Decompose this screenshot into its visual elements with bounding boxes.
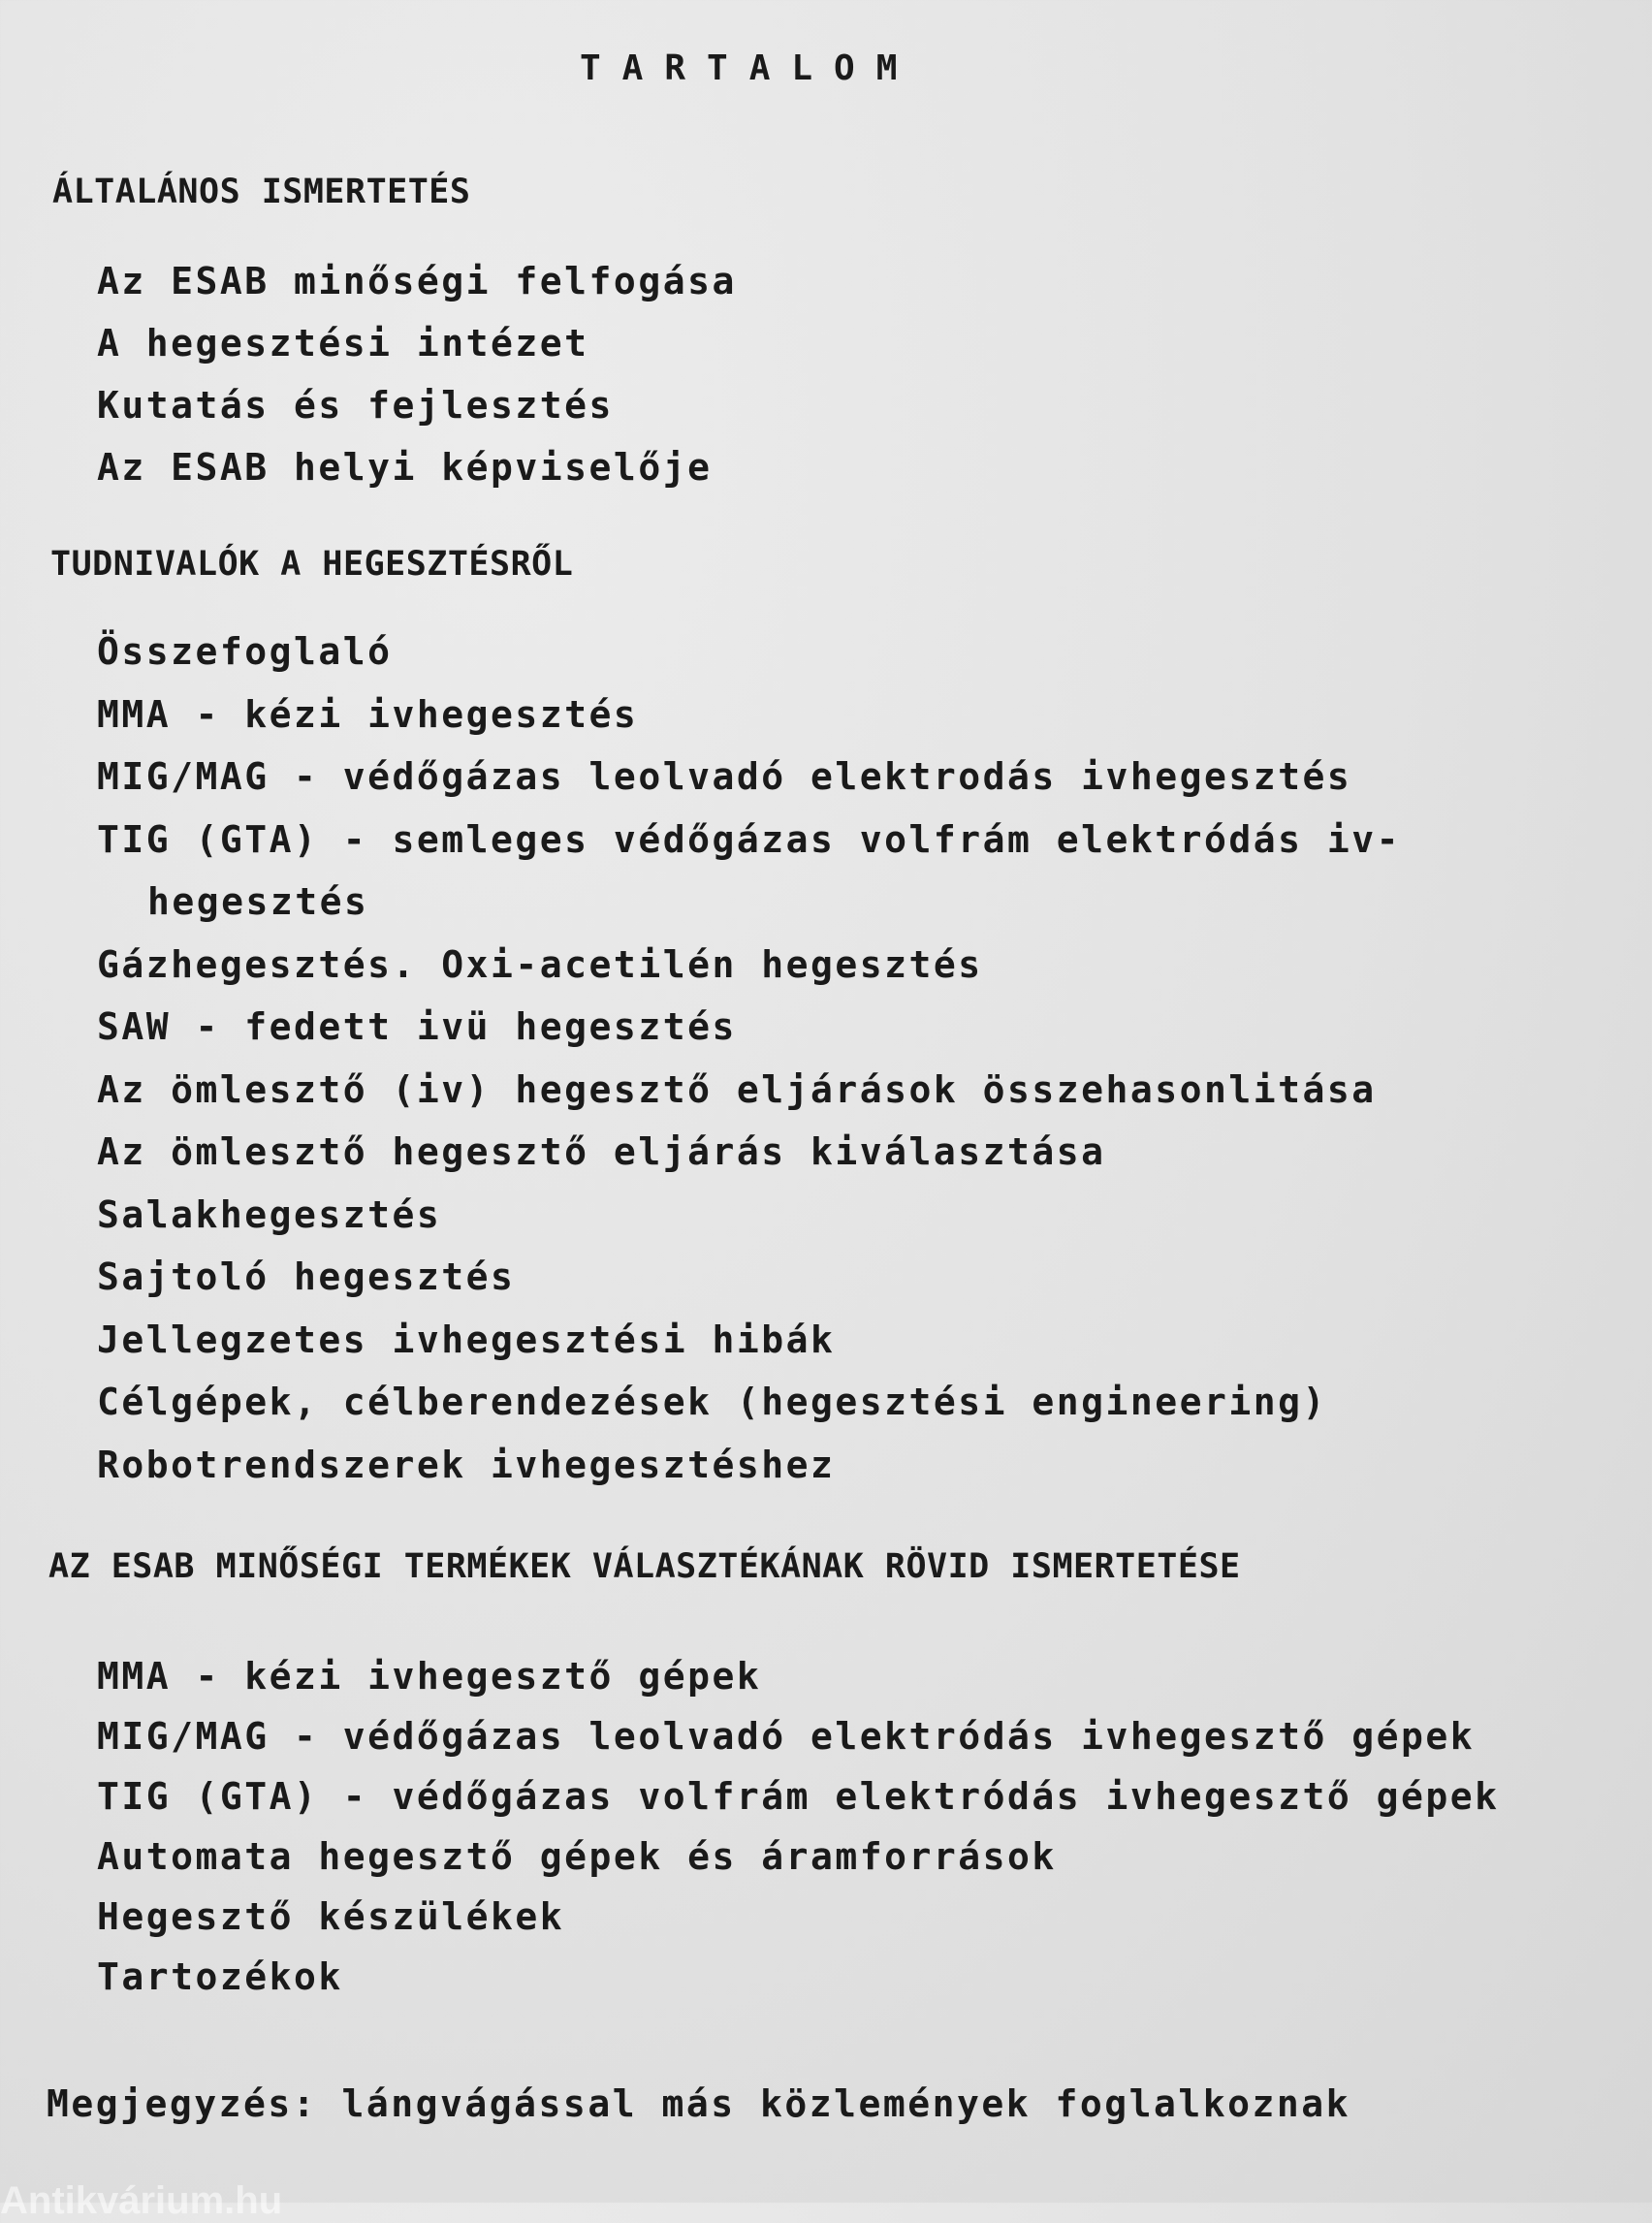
- section-list-welding-info: [97, 620, 1401, 1496]
- toc-item: Célgépek, célberendezések (hegesztési engineering): [97, 1381, 1327, 1423]
- toc-item: MIG/MAG - védőgázas leolvadó elektródás ivhegesztő gépek: [97, 1715, 1476, 1758]
- toc-item: Kutatás és fejlesztés: [97, 384, 614, 427]
- toc-item: Gázhegesztés. Oxi-acetilén hegesztés: [97, 942, 983, 986]
- toc-item: Hegesztő készülékek: [97, 1895, 565, 1938]
- toc-item: Jellegzetes ivhegesztési hibák: [97, 1318, 836, 1361]
- toc-item: Salakhegesztés: [97, 1192, 442, 1236]
- toc-item: Összefoglaló: [97, 630, 393, 673]
- toc-item: Tartozékok: [97, 1955, 343, 1998]
- toc-item: Az ESAB helyi képviselője: [97, 446, 713, 489]
- section-heading-general: ÁLTALÁNOS ISMERTETÉS: [52, 173, 471, 211]
- toc-item: Az ömlesztő hegesztő eljárás kiválasztása: [97, 1130, 1106, 1173]
- toc-item: MIG/MAG - védőgázas leolvadó elektrodás ivhegesztés: [97, 755, 1352, 798]
- toc-item: Az ömlesztő (iv) hegesztő eljárások összehasonlitása: [97, 1067, 1377, 1111]
- toc-item: TIG (GTA) - semleges védőgázas volfrám elektródás iv-: [97, 817, 1402, 861]
- watermark: Antikvárium.hu: [0, 2179, 283, 2222]
- footnote: Megjegyzés: lángvágással más közlemények foglalkoznak: [47, 2082, 1351, 2125]
- toc-item: Automata hegesztő gépek és áramforrások: [97, 1835, 1057, 1878]
- section-heading-welding-info: TUDNIVALÓK A HEGESZTÉSRŐL: [50, 545, 574, 584]
- section-list-general: [97, 250, 737, 498]
- toc-item: SAW - fedett ivü hegesztés: [97, 1005, 737, 1048]
- toc-item-continuation: hegesztés: [147, 880, 369, 923]
- toc-item: A hegesztési intézet: [97, 322, 589, 365]
- toc-item: MMA - kézi ivhegesztés: [97, 692, 639, 736]
- section-list-products: [97, 1646, 1500, 2007]
- page-title: TARTALOM: [580, 48, 919, 88]
- toc-item: Sajtoló hegesztés: [97, 1255, 516, 1298]
- section-heading-products: AZ ESAB MINŐSÉGI TERMÉKEK VÁLASZTÉKÁNAK RÖVID ISMERTETÉSE: [48, 1547, 1241, 1586]
- toc-item: Az ESAB minőségi felfogása: [97, 260, 737, 302]
- toc-item: TIG (GTA) - védőgázas volfrám elektródás ivhegesztő gépek: [97, 1775, 1500, 1818]
- toc-item: MMA - kézi ivhegesztő gépek: [97, 1655, 762, 1698]
- toc-item: Robotrendszerek ivhegesztéshez: [97, 1443, 836, 1486]
